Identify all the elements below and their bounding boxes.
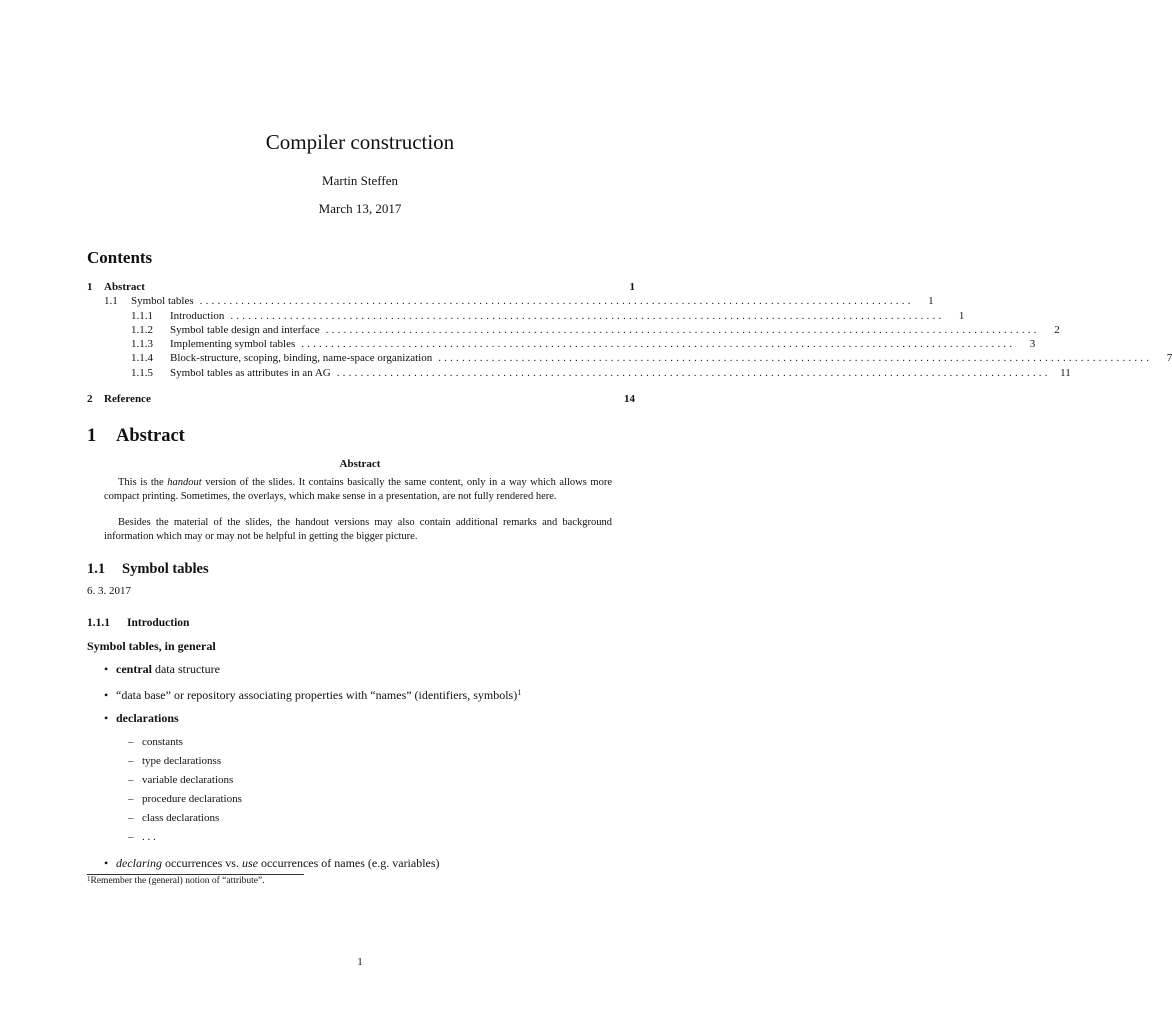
dash-icon: –: [128, 755, 134, 767]
toc-entry-page: 1: [958, 310, 965, 322]
toc-entry-page: 7: [1166, 352, 1172, 364]
sub-list-item: – constants: [128, 736, 183, 748]
subsection-heading-symbol-tables: [87, 561, 209, 578]
footnote: [87, 876, 265, 886]
section-date: 6. 3. 2017: [87, 585, 131, 597]
toc-entry-page: 1: [629, 281, 635, 293]
toc-entry-1-1-2[interactable]: [131, 323, 1060, 337]
toc-entry-number: 1: [87, 281, 93, 293]
subsubsection-heading-introduction: [87, 617, 189, 629]
toc-entry-number: 1.1.4: [131, 352, 153, 364]
list-item: • declarations: [104, 711, 179, 725]
subsubsection-title: Introduction: [127, 617, 190, 629]
sub-list-item: – procedure declarations: [128, 793, 242, 805]
toc-entry-page: 2: [1054, 324, 1060, 336]
toc-entry-2[interactable]: [87, 392, 635, 406]
dash-icon: –: [128, 831, 134, 843]
contents-heading: Contents: [87, 248, 153, 267]
list-item: • declaring occurrences vs. use occurrences of names (e.g. variables): [104, 856, 440, 870]
toc-entry-title: Block-structure, scoping, binding, name-space organization: [170, 352, 433, 364]
toc-entry-1-1[interactable]: [104, 294, 934, 308]
footnote-marker[interactable]: 1: [517, 688, 522, 697]
toc-leader-dots: ........................................................................................................................: [301, 338, 1016, 350]
subsection-number: 1.1: [87, 561, 106, 577]
toc-entry-page: 14: [624, 393, 635, 405]
section-title: Abstract: [116, 426, 185, 446]
page-number: 1: [357, 956, 363, 968]
toc-entry-page: 11: [1060, 367, 1071, 379]
section-heading-abstract: [87, 426, 185, 447]
dash-icon: –: [128, 736, 134, 748]
list-item: • “data base” or repository associating properties with “names” (identifiers, symbols)$^1$: [104, 688, 522, 702]
toc-leader-dots: ........................................................................................................................: [199, 295, 914, 307]
bullet-icon: •: [104, 662, 109, 676]
subsection-title: Symbol tables: [122, 561, 209, 577]
abstract-paragraph-1: This is the handout version of the slides. It contains basically the same content, only in a way which allows more compact printing. Sometimes, the overlays, which make sense in a presentation, are not fully rendered here.: [104, 477, 612, 502]
section-number: 1: [87, 426, 97, 446]
toc-entry-page: 1: [928, 295, 934, 307]
toc-entry-title: Abstract: [104, 281, 145, 293]
paragraph-heading: Symbol tables, in general: [87, 639, 216, 653]
toc-entry-number: 1.1.3: [131, 338, 153, 350]
toc-entry-1-1-3[interactable]: [131, 337, 1036, 351]
toc-entry-title: Symbol tables: [131, 295, 194, 307]
document-date: March 13, 2017: [318, 201, 402, 216]
toc-entry-1-1-1[interactable]: [131, 309, 965, 323]
sub-list-item: – class declarations: [128, 812, 220, 824]
toc-entry-title: Implementing symbol tables: [170, 338, 296, 350]
list-item: • central data structure: [104, 662, 220, 676]
bullet-icon: •: [104, 856, 109, 870]
toc-entry-number: 1.1.2: [131, 324, 153, 336]
bullet-icon: •: [104, 711, 109, 725]
emphasis-handout: handout: [167, 477, 202, 488]
footnote-rule: [87, 874, 304, 875]
sub-list-item: – type declarationss: [128, 755, 222, 767]
bullet-icon: •: [104, 688, 109, 702]
toc-entry-1-1-5[interactable]: [131, 366, 1071, 380]
toc-entry-number: 1.1.5: [131, 367, 153, 379]
footnote-mark: 1: [87, 875, 91, 883]
toc-entry-1-1-4[interactable]: [131, 351, 1172, 365]
toc-entry-number: 2: [87, 393, 93, 405]
dash-icon: –: [128, 812, 134, 824]
toc-entry-title: Reference: [104, 393, 151, 405]
toc-leader-dots: ........................................................................................................................: [438, 352, 1153, 364]
toc-entry-title: Symbol table design and interface: [170, 324, 320, 336]
toc-entry-1[interactable]: [87, 280, 635, 294]
dash-icon: –: [128, 774, 134, 786]
abstract-heading: Abstract: [339, 458, 381, 470]
subsubsection-number: 1.1.1: [87, 617, 110, 629]
document-title: Compiler construction: [265, 130, 455, 154]
toc-leader-dots: ........................................................................................................................: [325, 324, 1040, 336]
toc-entry-number: 1.1: [104, 295, 118, 307]
toc-entry-title: Symbol tables as attributes in an AG: [170, 367, 331, 379]
footnote-text: Remember the (general) notion of “attribute”.: [90, 876, 265, 886]
dash-icon: –: [128, 793, 134, 805]
toc-leader-dots: ........................................................................................................................: [230, 310, 945, 322]
toc-entry-number: 1.1.1: [131, 310, 153, 322]
toc-leader-dots: ........................................................................................................................: [336, 367, 1051, 379]
toc-entry-page: 3: [1029, 338, 1036, 350]
sub-list-item: – variable declarations: [128, 774, 234, 786]
abstract-paragraph-2: Besides the material of the slides, the handout versions may also contain additional remarks and background information which may or may not be helpful in getting the bigger picture.: [104, 517, 612, 542]
toc-entry-title: Introduction: [170, 310, 225, 322]
sub-list-item: – . . .: [128, 831, 156, 843]
document-author: Martin Steffen: [322, 173, 398, 188]
